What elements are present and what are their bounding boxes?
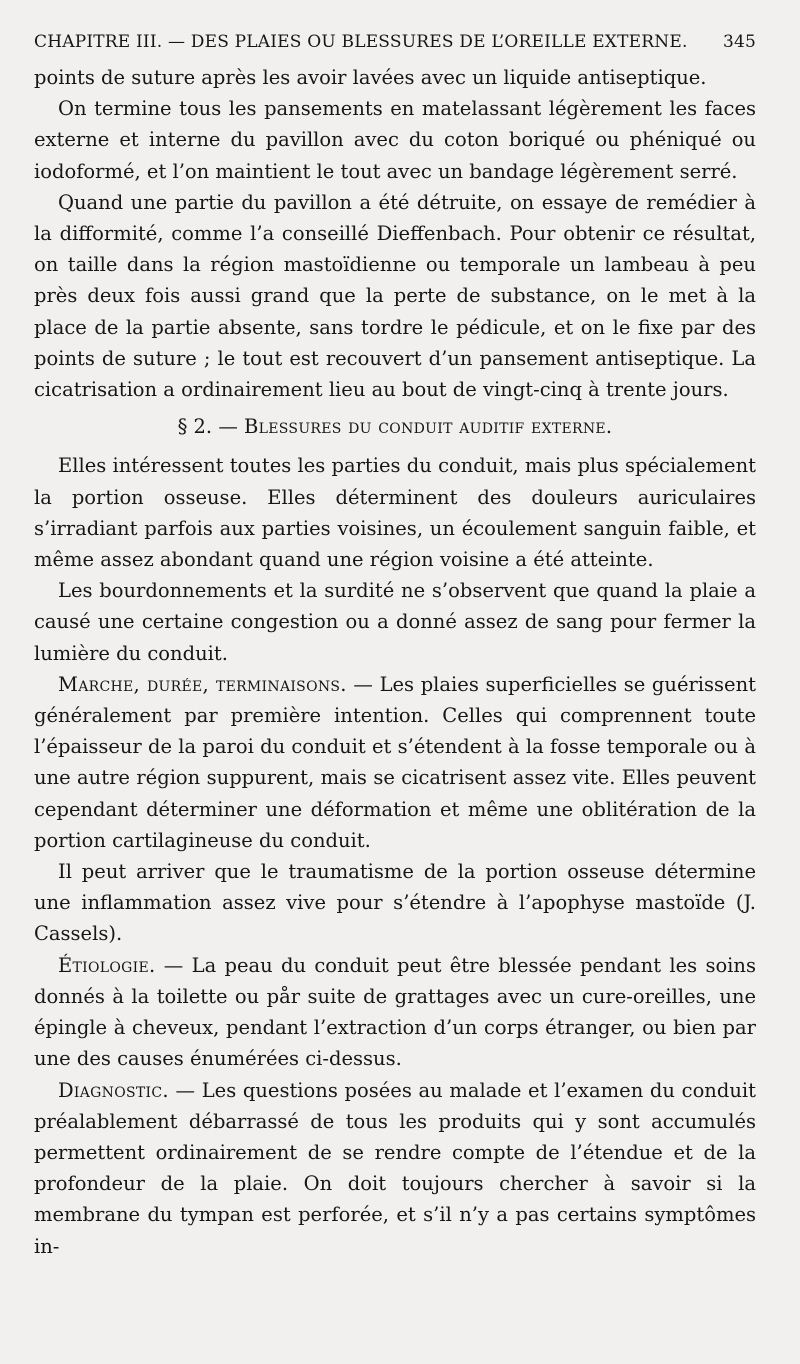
paragraph-bourdonnements: Les bourdonnements et la surdité ne s’observent que quand la plaie a causé une certaine congestion ou a donné assez de sang pour fermer la lumière du conduit. bbox=[34, 579, 756, 665]
paragraph-parties-conduit: Elles intéressent toutes les parties du conduit, mais plus spécialement la portion osseuse. Elles déterminent des douleurs auriculaires s’irradiant parfois aux parties voisines, un écoulement sanguin faible, et même assez abondant quand une région voisine a été atteinte. bbox=[34, 454, 756, 572]
chapter-title: CHAPITRE III. — DES PLAIES OU BLESSURES DE L’OREILLE EXTERNE. bbox=[34, 32, 688, 52]
paragraph-continuation: points de suture après les avoir lavées avec un liquide antiseptique. bbox=[34, 66, 707, 89]
section-number: § 2. — bbox=[177, 415, 238, 439]
page-number: 345 bbox=[722, 32, 756, 52]
section-heading bbox=[34, 411, 756, 442]
marche-heading: Marche, durée, terminaisons. bbox=[58, 672, 347, 696]
diagnostic-text: — Les questions posées au malade et l’examen du conduit préalablement débarrassé de tous les produits qui y sont accumulés permettent ordinairement de se rendre compte de l’étendue et de la profondeur de la plaie. On doit toujours chercher à savoir si la membrane du tympan est perforée, et s’il n’y a pas certains symptômes in- bbox=[34, 1078, 756, 1258]
paragraph-marche bbox=[34, 669, 756, 856]
page-body bbox=[34, 62, 756, 1262]
section-title: Blessures du conduit auditif externe. bbox=[244, 415, 613, 439]
marche-text: — Les plaies superficielles se guérissent généralement par première intention. Celles qui comprennent toute l’épaisseur de la paroi du conduit et s’étendent à la fosse temporale ou à une autre région suppurent, mais se cicatrisent assez vite. Elles peuvent cependant déterminer une déformation et même une oblitération de la portion cartilagineuse du conduit. bbox=[34, 672, 756, 852]
diagnostic-heading: Diagnostic. bbox=[58, 1078, 169, 1102]
paragraph-etiologie bbox=[34, 950, 756, 1075]
paragraph-pansements: On termine tous les pansements en matelassant légèrement les faces externe et interne du pavillon avec du coton boriqué ou phéniqué ou iodoformé, et l’on maintient le tout avec un bandage légèrement serré. bbox=[34, 97, 756, 183]
paragraph-pavillon-detruit: Quand une partie du pavillon a été détruite, on essaye de remédier à la difformité, comme l’a conseillé Dieffenbach. Pour obtenir ce résultat, on taille dans la région mastoïdienne ou temporale un lambeau à peu près deux fois aussi grand que la perte de substance, on le met à la place de la partie absente, sans tordre le pédicule, et on le fixe par des points de suture ; le tout est recouvert d’un pansement antiseptique. La cicatrisation a ordinairement lieu au bout de vingt-cinq à trente jours. bbox=[34, 190, 756, 402]
etiologie-heading: Étiologie. bbox=[58, 953, 156, 977]
running-header bbox=[34, 26, 756, 58]
etiologie-text: — La peau du conduit peut être blessée pendant les soins donnés à la toilette ou pår suite de grattages avec un cure-oreilles, une épingle à cheveux, pendant l’extraction d’un corps étranger, ou bien par une des causes énumérées ci-dessus. bbox=[34, 953, 756, 1071]
paragraph-diagnostic bbox=[34, 1075, 756, 1262]
paragraph-traumatisme: Il peut arriver que le traumatisme de la portion osseuse détermine une inflammation assez vive pour s’étendre à l’apophyse mastoïde (J. Cassels). bbox=[34, 860, 756, 946]
